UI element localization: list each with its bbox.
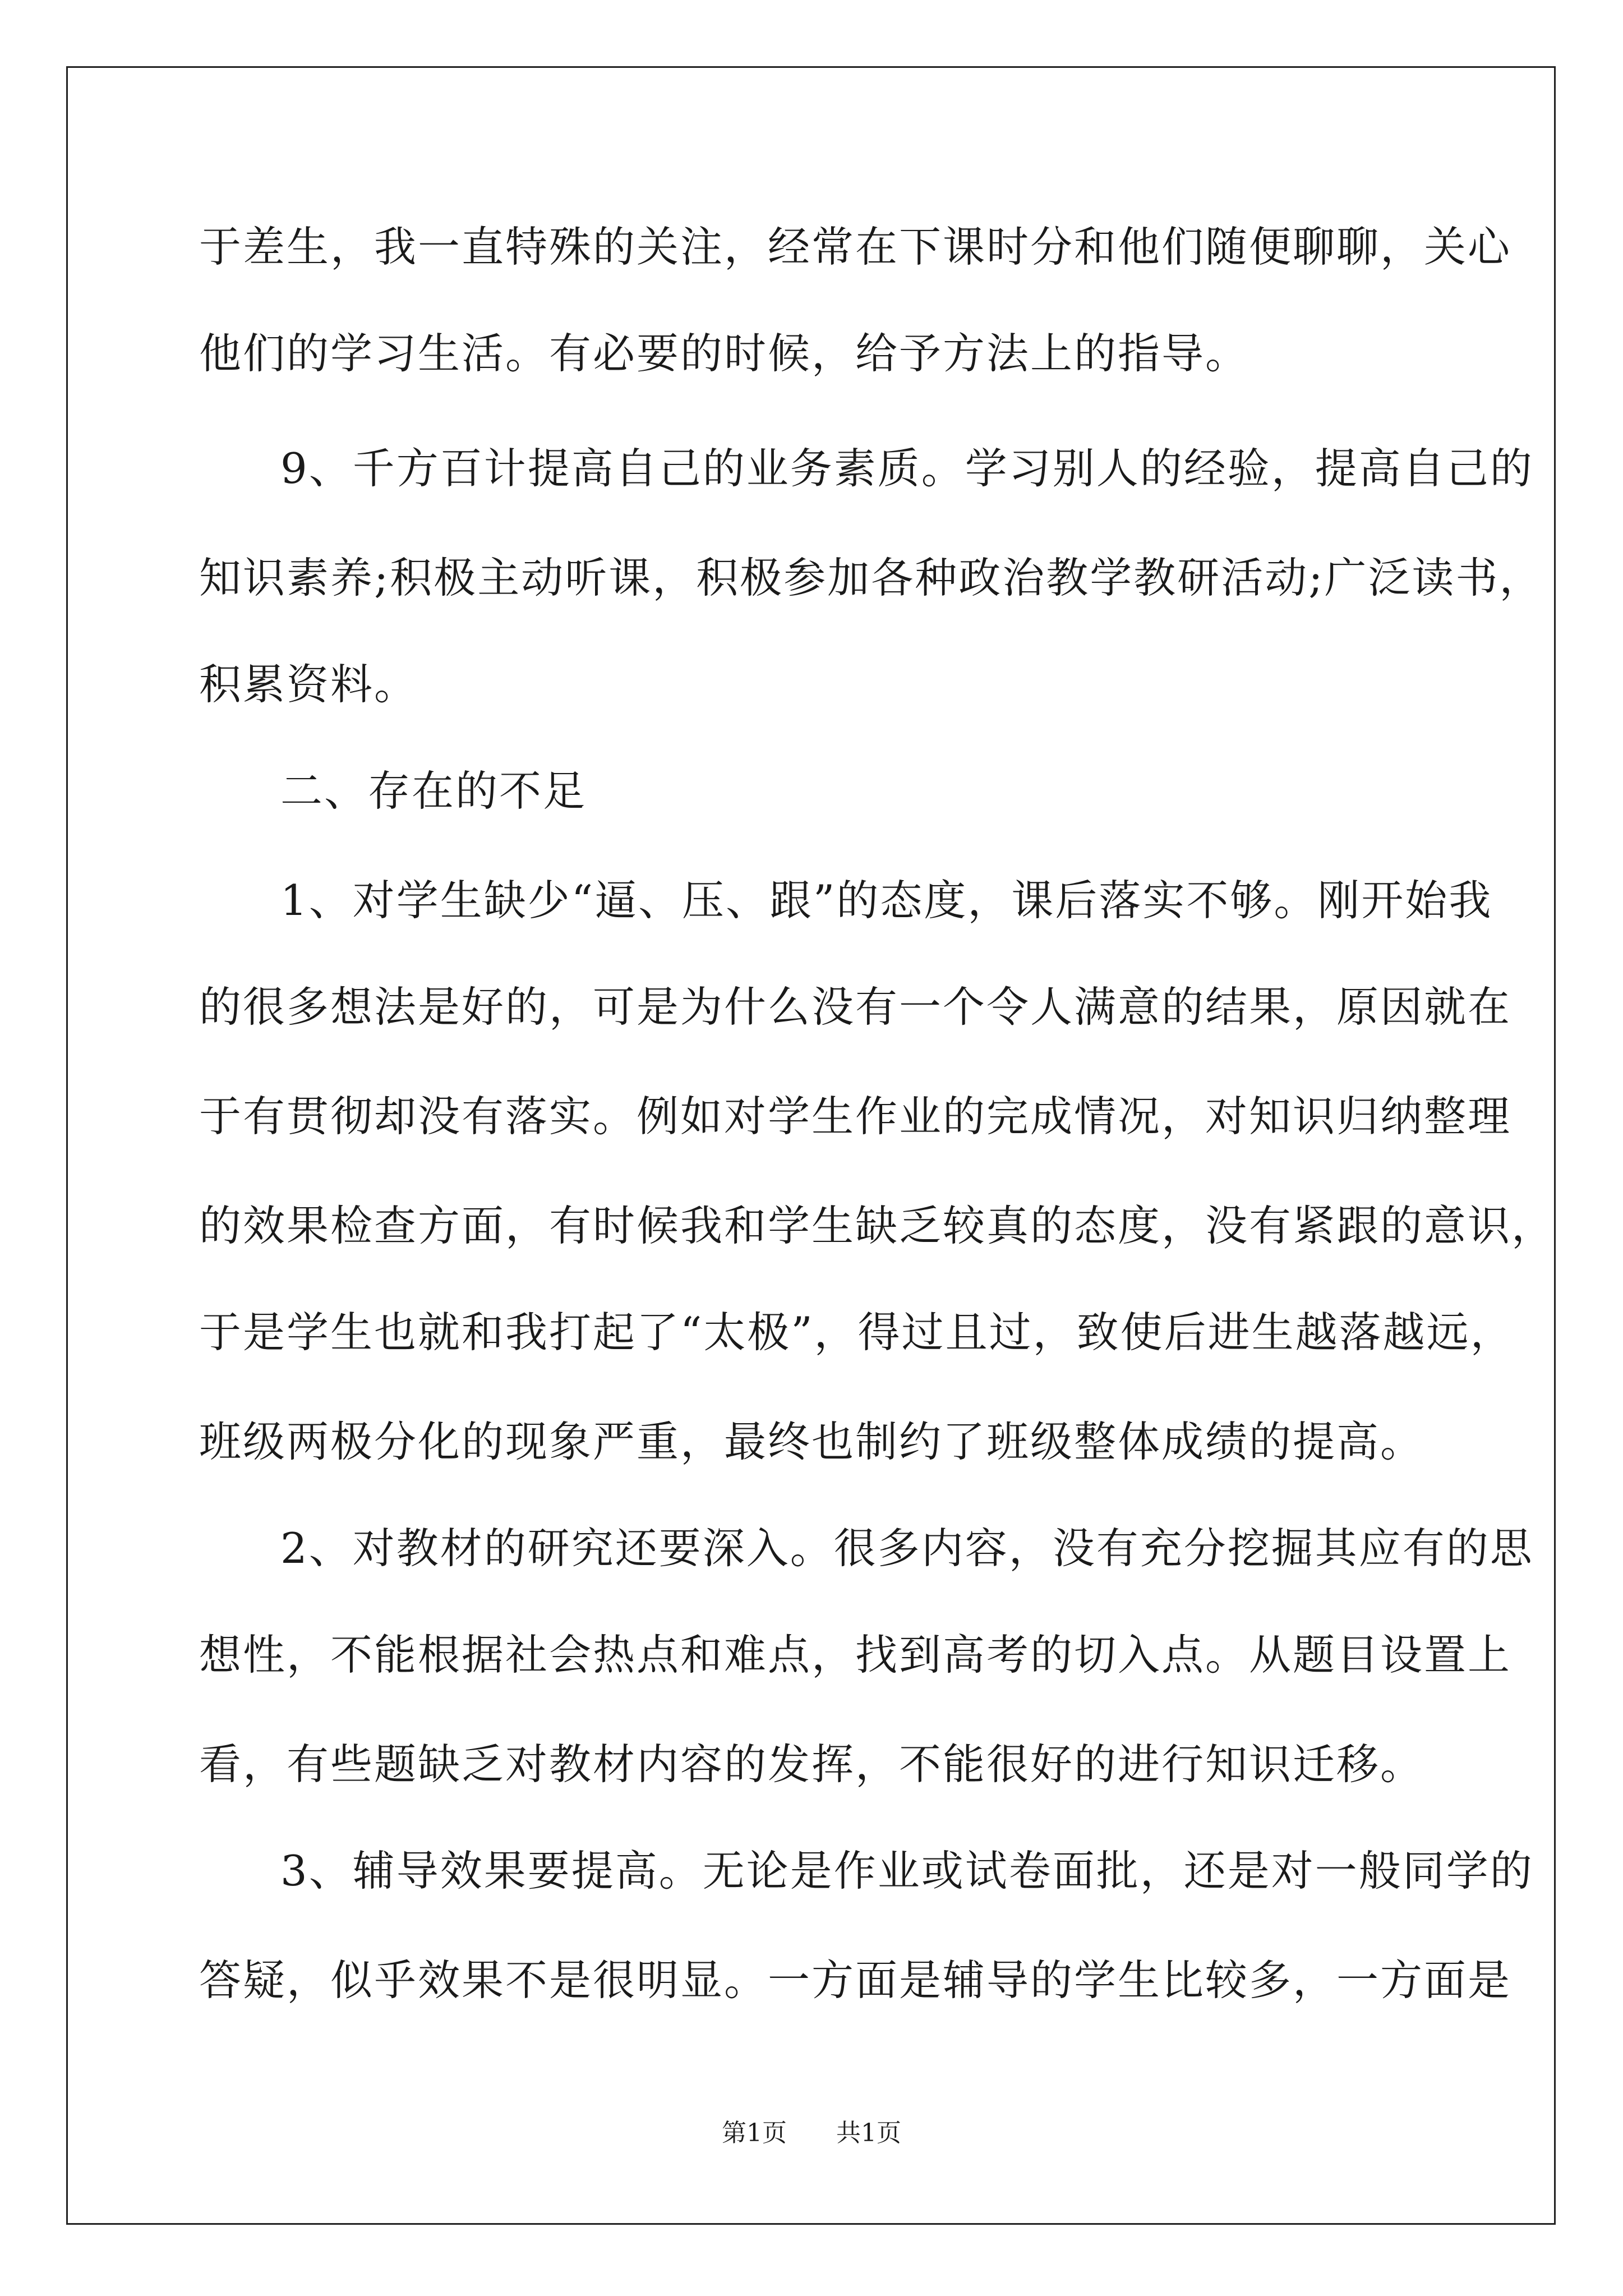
body-line: 2、对教材的研究还要深入。很多内容，没有充分挖掘其应有的思 — [280, 1524, 1534, 1573]
body-line: 知识素养;积极主动听课，积极参加各种政治教学教研活动;广泛读书， — [199, 553, 1543, 602]
body-line: 答疑，似乎效果不是很明显。一方面是辅导的学生比较多，一方面是 — [199, 1955, 1512, 2005]
body-line: 积累资料。 — [199, 660, 418, 709]
page-number: 第1页 — [722, 2119, 787, 2147]
body-line: 他们的学习生活。有必要的时候，给予方法上的指导。 — [199, 329, 1249, 378]
body-line: 于有贯彻却没有落实。例如对学生作业的完成情况，对知识归纳整理 — [199, 1092, 1512, 1141]
body-line: 的效果检查方面，有时候我和学生缺乏较真的态度，没有紧跟的意识， — [199, 1201, 1556, 1250]
body-line: 1、对学生缺少“逼、压、跟”的态度，课后落实不够。刚开始我 — [280, 876, 1493, 925]
body-line: 3、辅导效果要提高。无论是作业或试卷面批，还是对一般同学的 — [280, 1846, 1534, 1895]
body-line: 班级两极分化的现象严重，最终也制约了班级整体成绩的提高。 — [199, 1417, 1424, 1466]
body-line: 看，有些题缺乏对教材内容的发挥，不能很好的进行知识迁移。 — [199, 1740, 1424, 1789]
page-footer — [0, 2118, 1623, 2149]
body-line: 于是学生也就和我打起了“太极”，得过且过，致使后进生越落越远， — [199, 1308, 1514, 1357]
section-heading: 二、存在的不足 — [280, 766, 587, 816]
body-line: 9、千方百计提高自己的业务素质。学习别人的经验，提高自己的 — [280, 444, 1534, 493]
page-border — [66, 66, 1556, 2225]
body-line: 于差生，我一直特殊的关注，经常在下课时分和他们随便聊聊，关心 — [199, 222, 1512, 272]
page-total: 共1页 — [836, 2119, 901, 2147]
body-line: 的很多想法是好的，可是为什么没有一个令人满意的结果，原因就在 — [199, 982, 1512, 1032]
body-line: 想性，不能根据社会热点和难点，找到高考的切入点。从题目设置上 — [199, 1630, 1512, 1680]
